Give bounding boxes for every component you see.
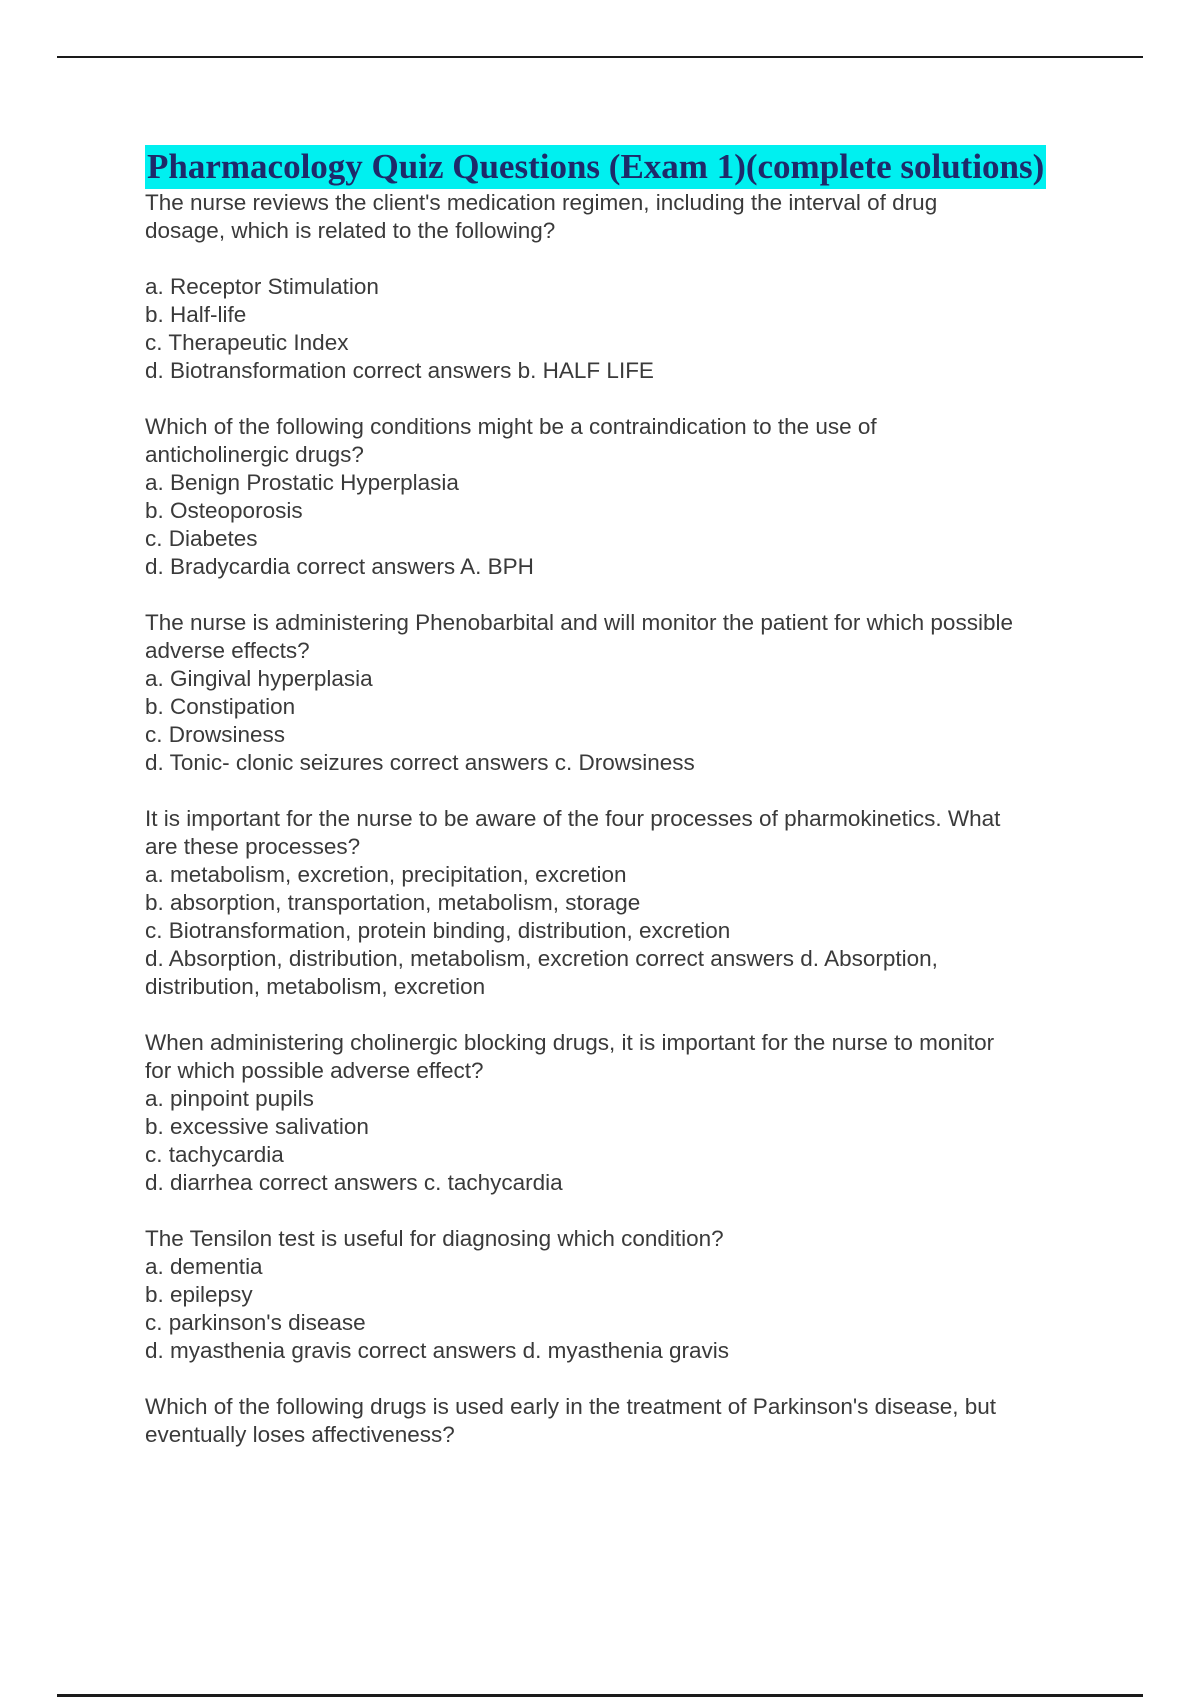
question-5 [145, 1029, 1085, 1197]
prompt-line: When administering cholinergic blocking drugs, it is important for the nurse to monitor [145, 1030, 995, 1055]
document-body [145, 145, 1085, 1477]
answer-option: d. Bradycardia correct answers A. BPH [145, 554, 534, 579]
answer-option: a. pinpoint pupils [145, 1086, 314, 1111]
answer-option: a. Gingival hyperplasia [145, 666, 373, 691]
answer-option: c. tachycardia [145, 1142, 284, 1167]
prompt-line: adverse effects? [145, 638, 310, 663]
prompt-line: Which of the following conditions might be a contraindication to the use of [145, 414, 877, 439]
prompt-line: eventually loses affectiveness? [145, 1422, 455, 1447]
answer-option: c. Therapeutic Index [145, 330, 349, 355]
question-prompt [145, 609, 1085, 665]
answer-option: d. Absorption, distribution, metabolism, excretion correct answers d. Absorption, [145, 946, 938, 971]
answer-option: d. Tonic- clonic seizures correct answers c. Drowsiness [145, 750, 695, 775]
document-title: Pharmacology Quiz Questions (Exam 1)(complete solutions) [145, 145, 1046, 189]
answer-option: distribution, metabolism, excretion [145, 974, 486, 999]
question-6 [145, 1225, 1085, 1365]
question-prompt [145, 805, 1085, 861]
prompt-line: for which possible adverse effect? [145, 1058, 484, 1083]
question-prompt [145, 189, 1085, 245]
prompt-line: anticholinergic drugs? [145, 442, 364, 467]
answer-option: b. epilepsy [145, 1282, 253, 1307]
top-rule [57, 56, 1143, 58]
question-4 [145, 805, 1085, 1001]
answer-option: d. diarrhea correct answers c. tachycardia [145, 1170, 563, 1195]
prompt-line: The Tensilon test is useful for diagnosing which condition? [145, 1226, 724, 1251]
answer-option: c. Diabetes [145, 526, 258, 551]
answer-option: a. Benign Prostatic Hyperplasia [145, 470, 459, 495]
prompt-line: It is important for the nurse to be aware of the four processes of pharmokinetics. What [145, 806, 1001, 831]
answer-option: a. dementia [145, 1254, 263, 1279]
answer-option: b. Half-life [145, 302, 247, 327]
prompt-line: Which of the following drugs is used early in the treatment of Parkinson's disease, but [145, 1394, 996, 1419]
answer-option: a. metabolism, excretion, precipitation, excretion [145, 862, 627, 887]
question-prompt [145, 1225, 1085, 1253]
prompt-line: are these processes? [145, 834, 361, 859]
question-2 [145, 413, 1085, 581]
question-prompt [145, 1029, 1085, 1085]
answer-option: b. excessive salivation [145, 1114, 369, 1139]
answer-option: d. myasthenia gravis correct answers d. myasthenia gravis [145, 1338, 729, 1363]
answer-option: c. parkinson's disease [145, 1310, 366, 1335]
answer-option: b. Osteoporosis [145, 498, 303, 523]
question-1 [145, 189, 1085, 385]
answer-option: b. absorption, transportation, metabolism, storage [145, 890, 641, 915]
prompt-line: The nurse is administering Phenobarbital and will monitor the patient for which possible [145, 610, 1013, 635]
answer-option: d. Biotransformation correct answers b. HALF LIFE [145, 358, 654, 383]
question-7 [145, 1393, 1085, 1449]
answer-option: b. Constipation [145, 694, 296, 719]
bottom-rule [57, 1694, 1143, 1697]
answer-option: a. Receptor Stimulation [145, 274, 379, 299]
answer-option: c. Drowsiness [145, 722, 286, 747]
prompt-line: The nurse reviews the client's medication regimen, including the interval of drug [145, 190, 938, 215]
question-prompt [145, 413, 1085, 469]
prompt-line: dosage, which is related to the following? [145, 218, 556, 243]
question-prompt [145, 1393, 1085, 1449]
question-3 [145, 609, 1085, 777]
answer-option: c. Biotransformation, protein binding, distribution, excretion [145, 918, 731, 943]
